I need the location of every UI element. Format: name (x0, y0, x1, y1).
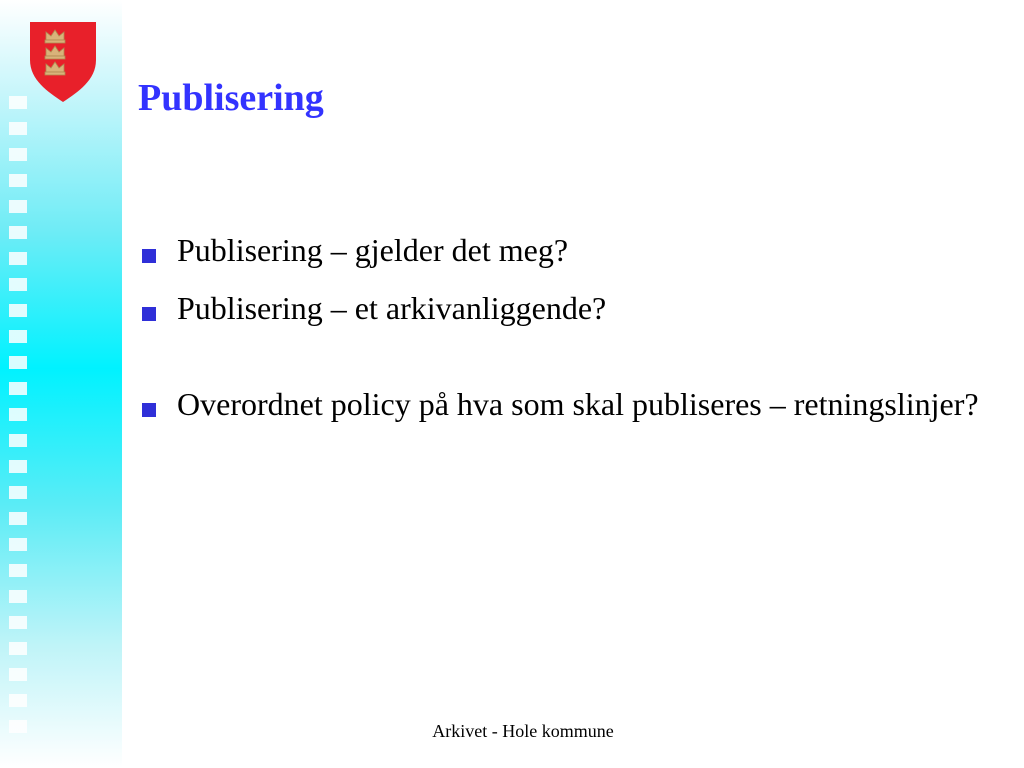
bullet-list (142, 232, 982, 423)
square-bullet-icon (142, 249, 156, 263)
slide-title: Publisering (138, 77, 324, 119)
bullet-item (142, 290, 982, 327)
square-bullet-icon (142, 403, 156, 417)
decorative-sidebar (0, 0, 122, 768)
bullet-text: Publisering – et arkivanliggende? (177, 290, 607, 326)
bullet-item (142, 232, 982, 269)
slide-footer: Arkivet - Hole kommune (432, 721, 614, 741)
coat-of-arms-icon (28, 20, 98, 104)
square-bullet-icon (142, 307, 156, 321)
sidebar-square-pattern (9, 96, 27, 736)
bullet-text: Overordnet policy på hva som skal publiseres – retningslinjer? (177, 386, 979, 422)
bullet-text: Publisering – gjelder det meg? (177, 232, 569, 268)
bullet-item (142, 386, 982, 423)
